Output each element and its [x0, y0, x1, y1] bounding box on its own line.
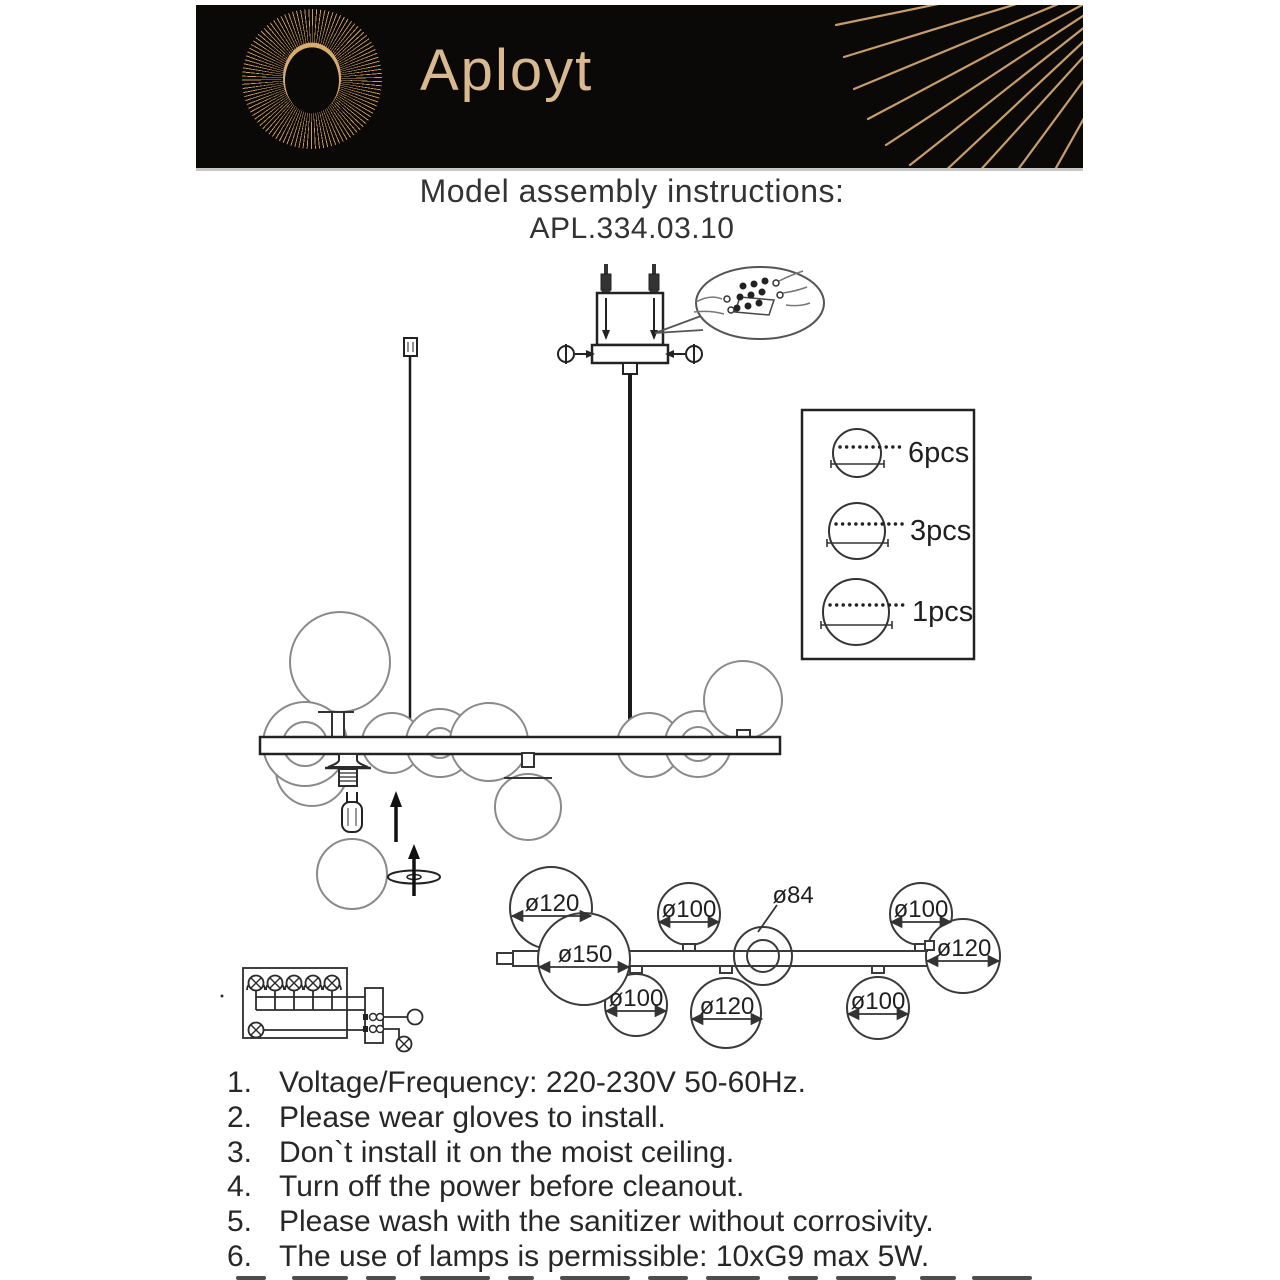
- instruction-text: Please wash with the sanitizer without corrosivity.: [279, 1205, 934, 1239]
- instruction-number: 4.: [227, 1170, 253, 1204]
- instruction-number: 6.: [227, 1239, 253, 1273]
- instruction-number: 2.: [227, 1101, 253, 1135]
- instruction-item: [227, 1170, 1107, 1205]
- cropped-text-artifact: [366, 1276, 396, 1280]
- dim-right: ø120: [936, 935, 992, 962]
- instruction-number: 1.: [227, 1066, 253, 1100]
- sheet-title: Model assembly instructions:: [419, 173, 845, 209]
- instruction-text: Don`t install it on the moist ceiling.: [279, 1135, 735, 1169]
- instruction-number: 3.: [227, 1135, 253, 1169]
- dim-bottom-left: ø100: [608, 985, 664, 1012]
- dim-large: ø150: [557, 941, 613, 968]
- cropped-text-artifact: [508, 1276, 534, 1280]
- dim-ring: ø84: [772, 882, 814, 909]
- dimensioned-view: [497, 867, 1000, 1048]
- cropped-text-artifact: [420, 1276, 490, 1280]
- instruction-item: [227, 1101, 1107, 1136]
- ceiling-mount-diagram: [558, 264, 702, 738]
- cropped-text-artifact: [236, 1276, 266, 1280]
- dim-top-mid: ø100: [661, 896, 717, 923]
- cropped-text-artifact: [836, 1276, 896, 1280]
- cropped-text-artifact: [788, 1276, 818, 1280]
- instruction-text: Please wear gloves to install.: [279, 1101, 666, 1135]
- parts-legend: [802, 410, 974, 659]
- dim-bottom-right: ø100: [850, 988, 906, 1015]
- legend-qty-large: 1pcs: [912, 596, 974, 628]
- legend-qty-medium: 3pcs: [910, 515, 972, 547]
- cropped-text-artifact: [706, 1276, 760, 1280]
- instruction-number: 5.: [227, 1205, 253, 1239]
- instruction-item: [227, 1205, 1107, 1240]
- terminal-block-callout: [655, 267, 824, 339]
- model-number: APL.334.03.10: [529, 212, 735, 245]
- instruction-text: Voltage/Frequency: 220-230V 50-60Hz.: [279, 1066, 807, 1100]
- cropped-text-artifact: [648, 1276, 688, 1280]
- legend-qty-small: 6pcs: [908, 437, 970, 469]
- brand-name: Aployt: [420, 38, 594, 103]
- instruction-item: [227, 1135, 1107, 1170]
- dim-bottom-mid: ø120: [699, 993, 755, 1020]
- cropped-text-artifact: [560, 1276, 630, 1280]
- instruction-list: [227, 1066, 1107, 1274]
- cropped-text-artifact: [972, 1276, 1032, 1280]
- instruction-item: [227, 1066, 1107, 1101]
- instruction-item: [227, 1239, 1107, 1274]
- chandelier-side-view: [260, 338, 782, 840]
- cropped-text-artifact: [292, 1276, 348, 1280]
- dim-top-left: ø120: [524, 890, 580, 917]
- wiring-schematic: [221, 968, 423, 1052]
- dim-top-right: ø100: [893, 896, 949, 923]
- instruction-text: The use of lamps is permissible: 10xG9 max 5W.: [279, 1239, 930, 1273]
- instruction-text: Turn off the power before cleanout.: [279, 1170, 745, 1204]
- cropped-text-artifact: [920, 1276, 956, 1280]
- bulb-installation-detail: [317, 791, 440, 909]
